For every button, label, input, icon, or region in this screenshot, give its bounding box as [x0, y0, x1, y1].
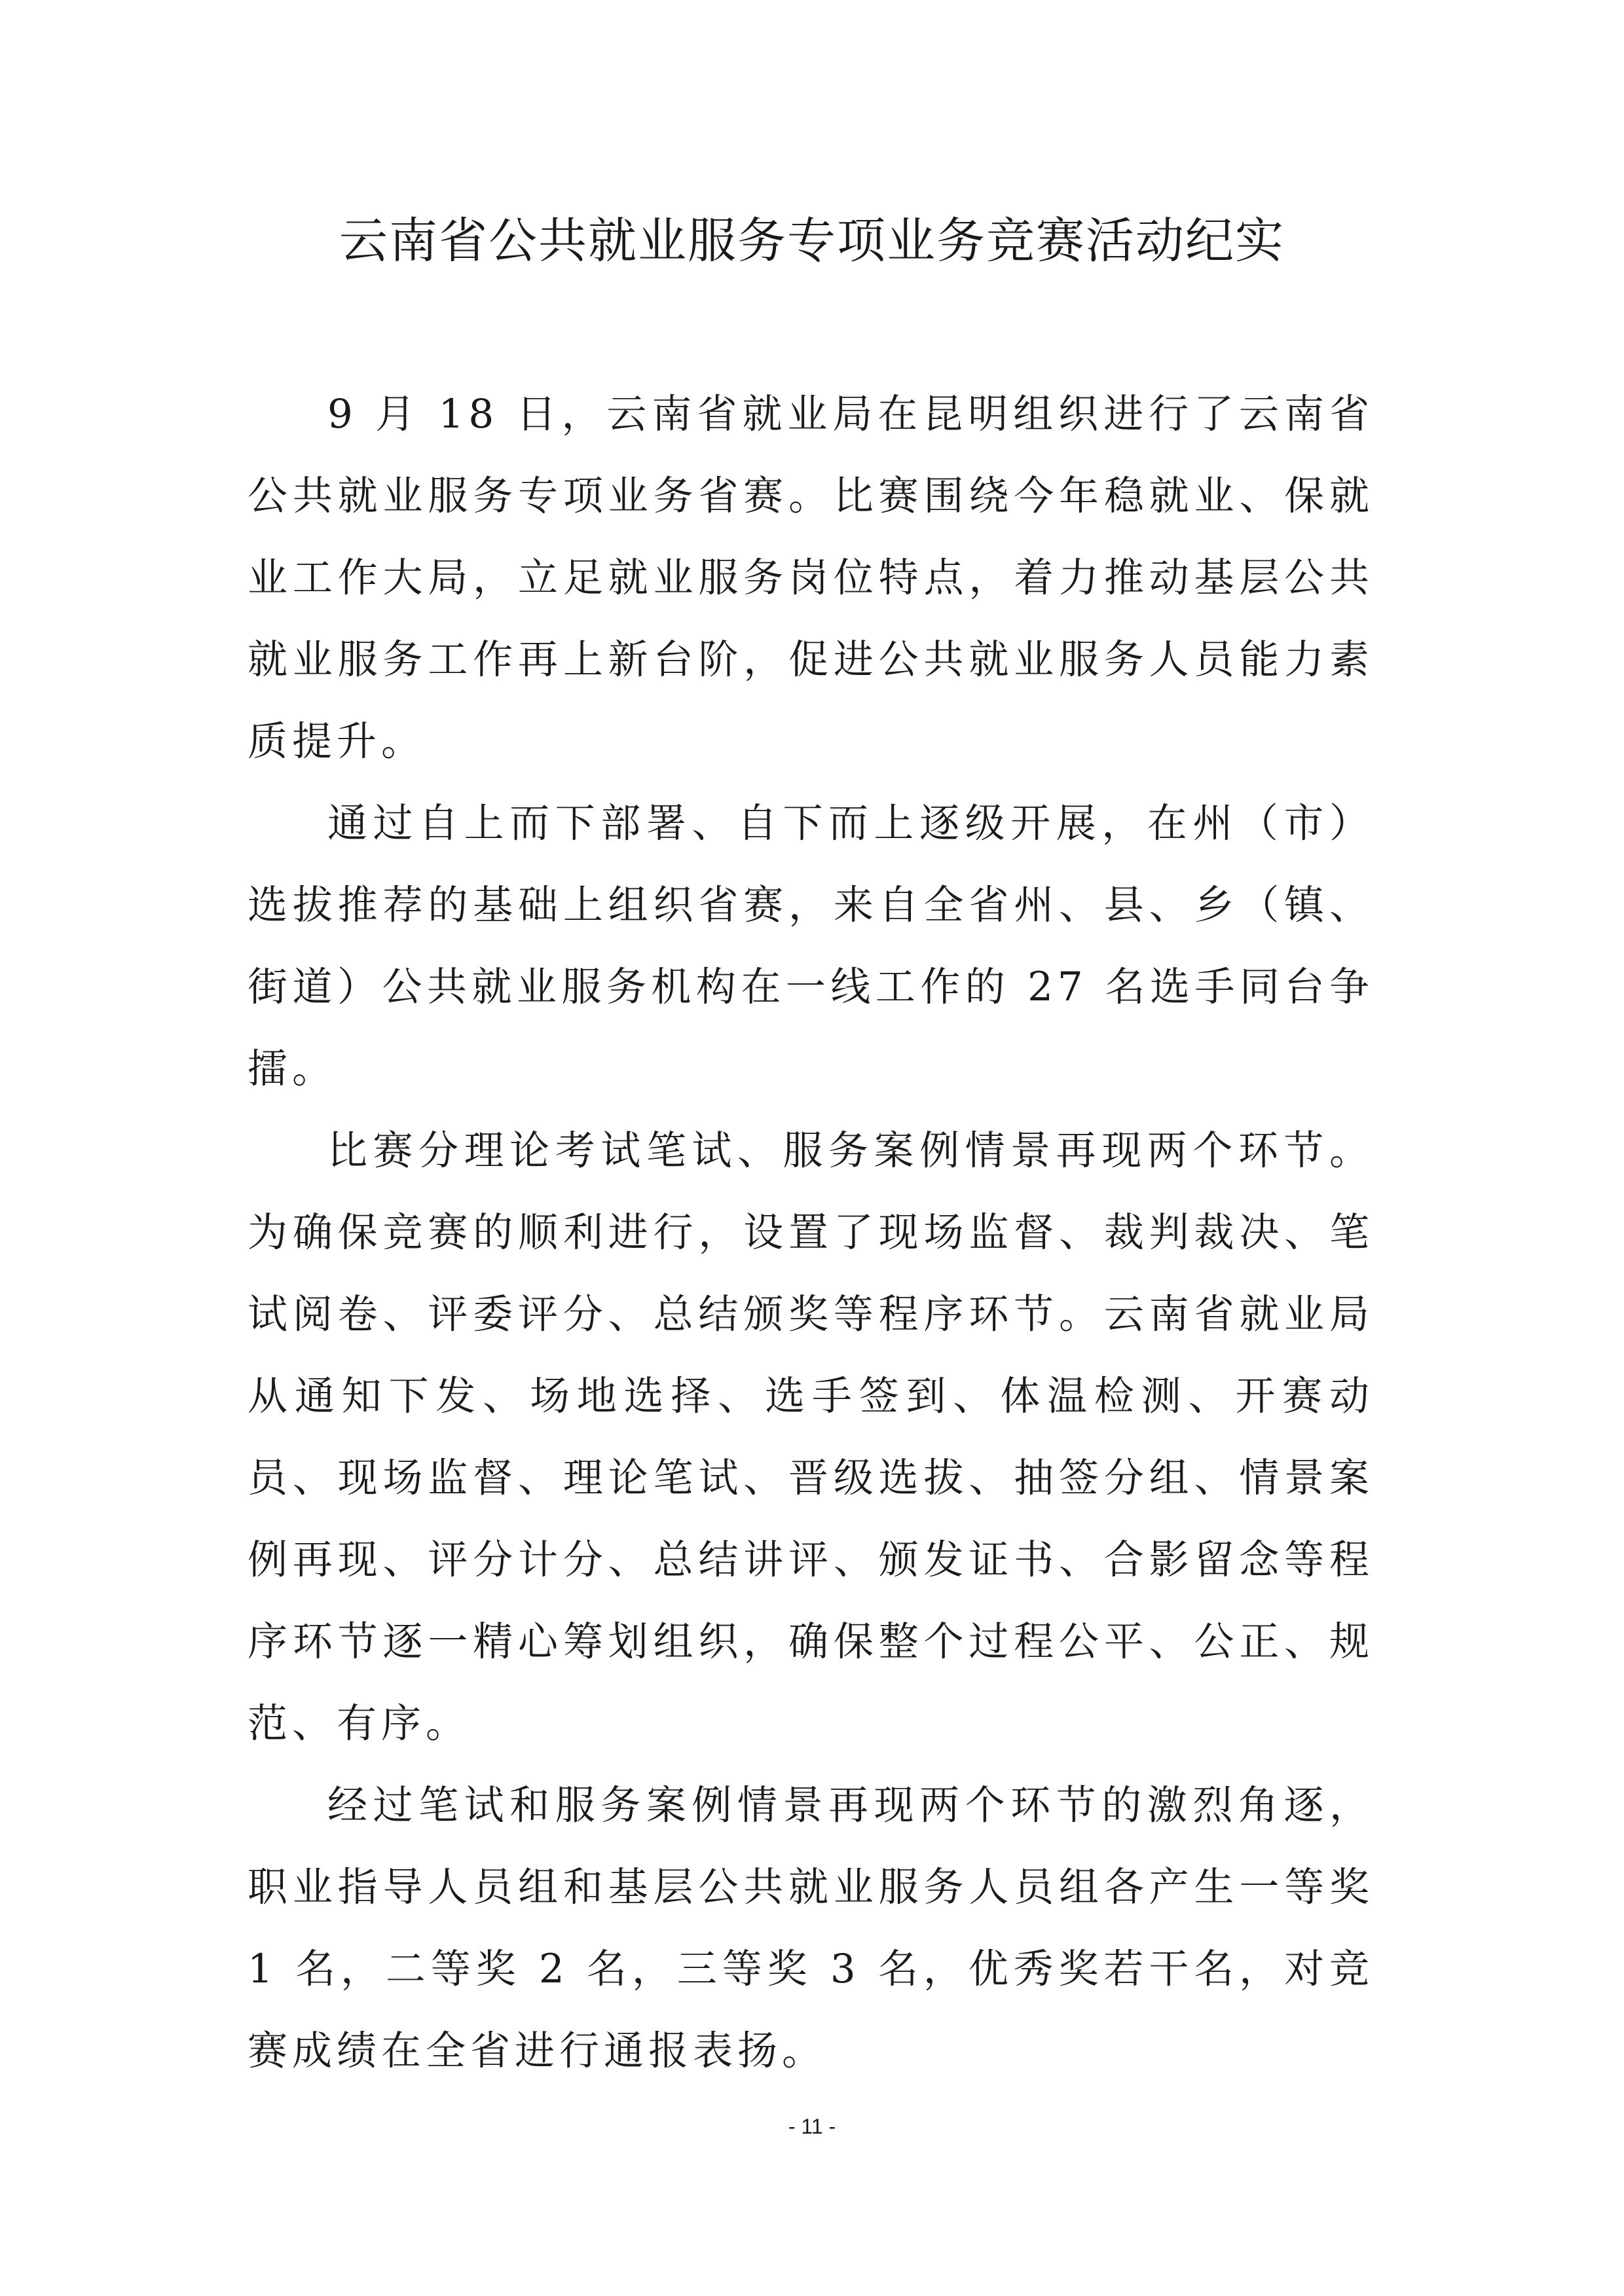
paragraph-4: 经过笔试和服务案例情景再现两个环节的激烈角逐，职业指导人员组和基层公共就业服务人员组各产生一等奖 1 名，二等奖 2 名，三等奖 3 名，优秀奖若干名，对竞赛成绩在全省进行通报表扬。	[248, 1782, 1374, 2074]
document-body	[248, 373, 1374, 2092]
paragraph-2: 通过自上而下部署、自下而上逐级开展，在州（市）选拔推荐的基础上组织省赛，来自全省州、县、乡（镇、街道）公共就业服务机构在一线工作的 27 名选手同台争擂。	[248, 800, 1374, 1092]
paragraph-1: 9 月 18 日，云南省就业局在昆明组织进行了云南省公共就业服务专项业务省赛。比赛围绕今年稳就业、保就业工作大局，立足就业服务岗位特点，着力推动基层公共就业服务工作再上新台阶，促进公共就业服务人员能力素质提升。	[248, 391, 1374, 765]
page-number: - 11 -	[788, 2115, 836, 2138]
paragraph-3: 比赛分理论考试笔试、服务案例情景再现两个环节。为确保竞赛的顺利进行，设置了现场监督、裁判裁决、笔试阅卷、评委评分、总结颁奖等程序环节。云南省就业局从通知下发、场地选择、选手签到、体温检测、开赛动员、现场监督、理论笔试、晋级选拔、抽签分组、情景案例再现、评分计分、总结讲评、颁发证书、合影留念等程序环节逐一精心筹划组织，确保整个过程公平、公正、规范、有序。	[248, 1127, 1374, 1747]
page-title: 云南省公共就业服务专项业务竞赛活动纪实	[339, 213, 1285, 269]
